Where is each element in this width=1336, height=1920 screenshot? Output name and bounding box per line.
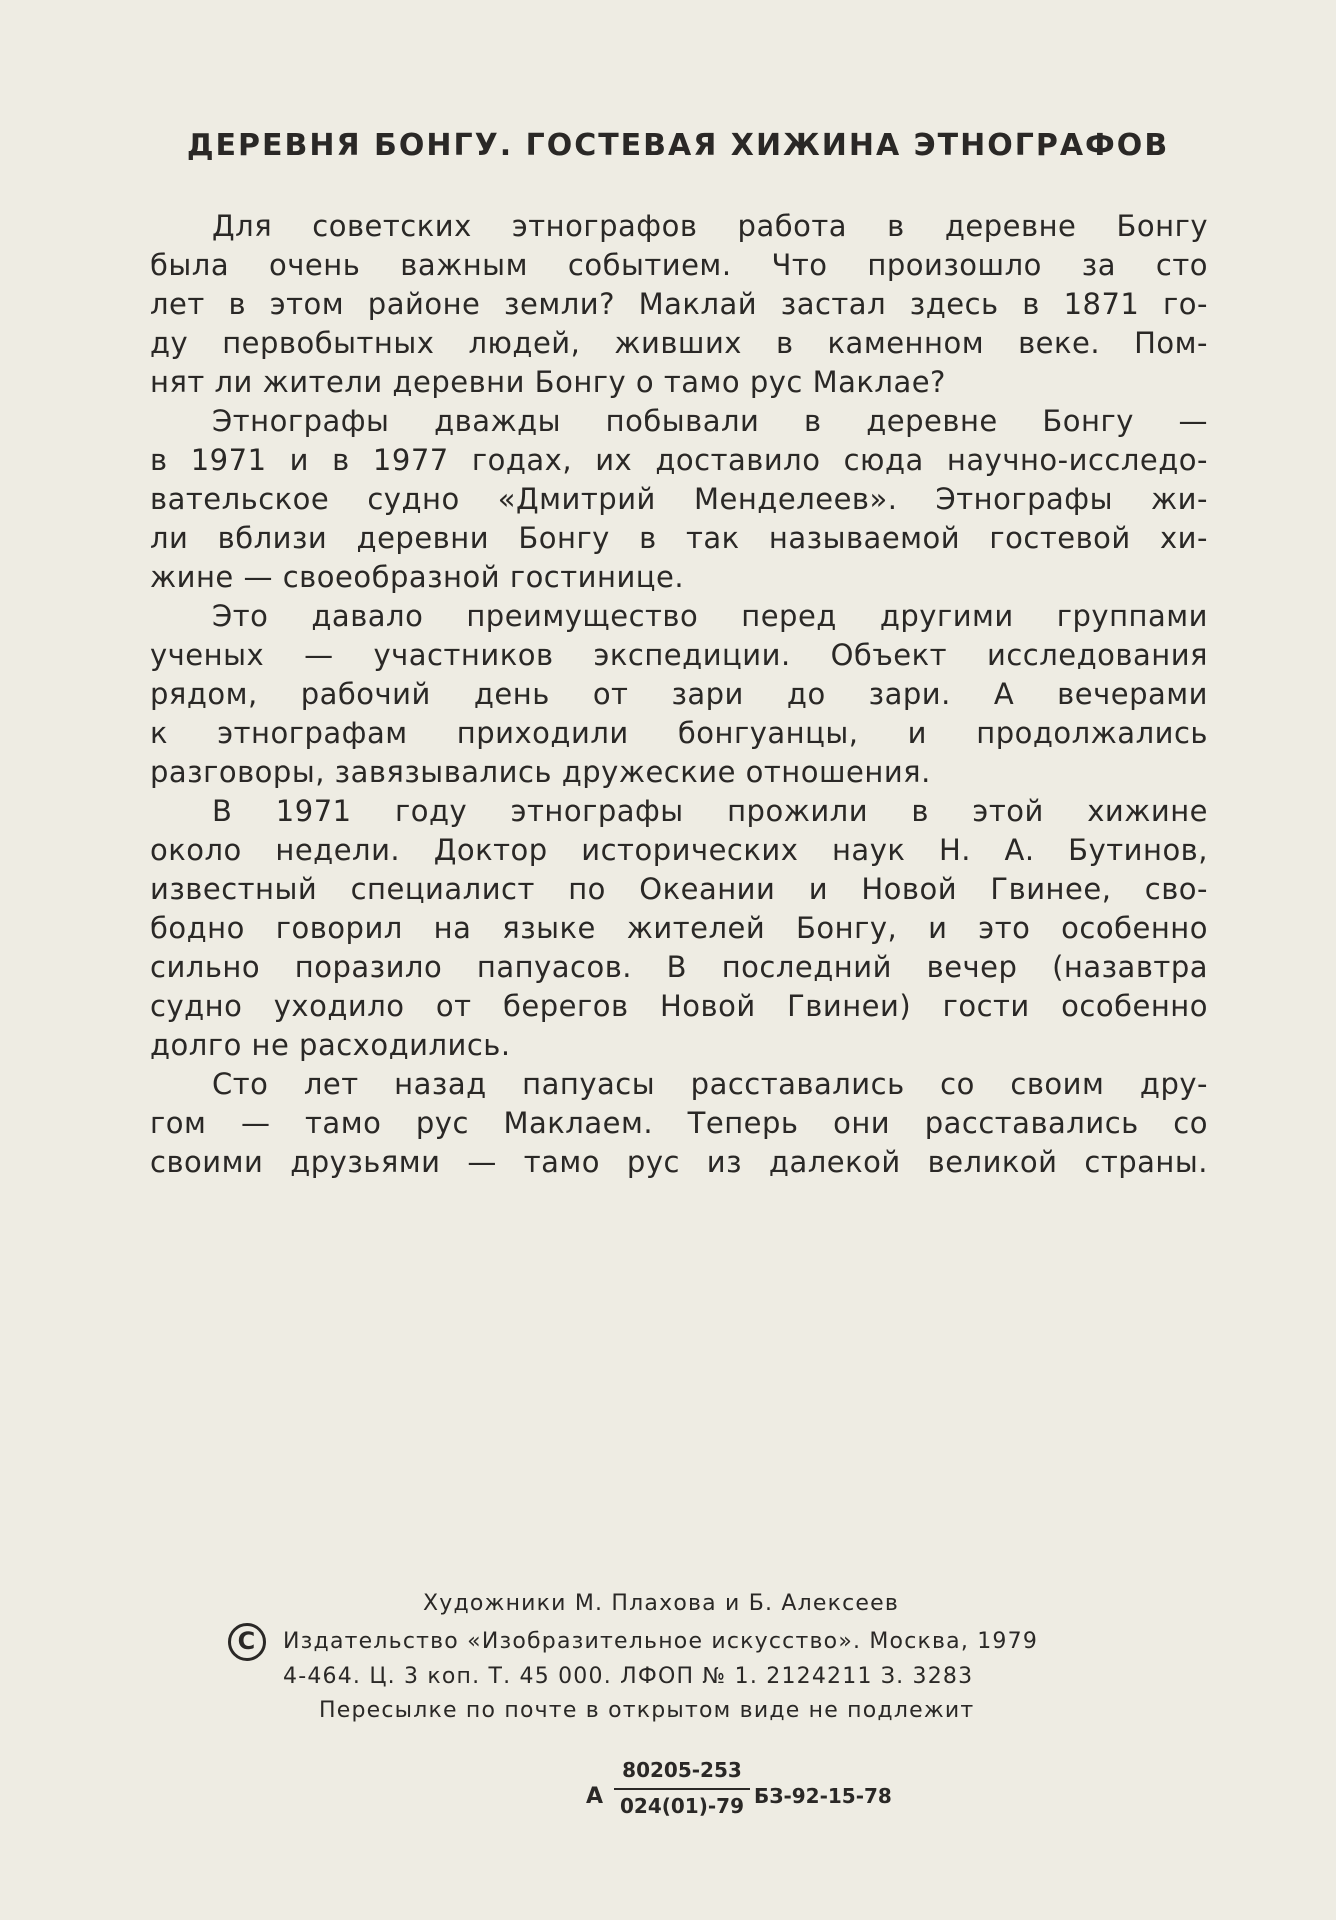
text-line: лет в этом районе земли? Маклай застал здесь в 1871 го- <box>150 287 1208 321</box>
text-line: сильно поразило папуасов. В последний вечер (назавтра <box>150 950 1208 984</box>
text-line: судно уходило от берегов Новой Гвинеи) гости особенно <box>150 989 1208 1023</box>
fraction-bar <box>614 1788 750 1790</box>
text-line: В 1971 году этнографы прожили в этой хижине <box>212 794 1208 828</box>
text-line: гом — тамо рус Маклаем. Теперь они расставались со <box>150 1106 1208 1140</box>
postal-note: Пересылке по почте в открытом виде не подлежит <box>319 1698 975 1723</box>
text-line: была очень важным событием. Что произошло за сто <box>150 248 1208 282</box>
artists-credit: Художники М. Плахова и Б. Алексеев <box>423 1591 900 1616</box>
text-line: Этнографы дважды побывали в деревне Бонгу — <box>212 404 1208 438</box>
text-line: рядом, рабочий день от зари до зари. А вечерами <box>150 677 1208 711</box>
text-line: жине — своеобразной гостинице. <box>150 560 685 594</box>
index-numerator: 80205-253 <box>622 1758 742 1782</box>
text-line: Это давало преимущество перед другими группами <box>212 599 1208 633</box>
article-body <box>150 207 1208 1182</box>
index-fraction <box>614 1758 750 1818</box>
publisher-line: Издательство «Изобразительное искусство». Москва, 1979 <box>283 1629 1039 1654</box>
text-line: долго не расходились. <box>150 1028 511 1062</box>
index-suffix: БЗ-92-15-78 <box>754 1784 892 1808</box>
text-line: Для советских этнографов работа в деревне Бонгу <box>212 209 1208 243</box>
text-line: бодно говорил на языке жителей Бонгу, и это особенно <box>150 911 1208 945</box>
copyright-icon: C <box>228 1623 266 1661</box>
text-line: Сто лет назад папуасы расставались со своим дру- <box>212 1067 1208 1101</box>
text-line: вательское судно «Дмитрий Менделеев». Этнографы жи- <box>150 482 1208 516</box>
text-line: ли вблизи деревни Бонгу в так называемой гостевой хи- <box>150 521 1208 555</box>
print-info-line: 4-464. Ц. 3 коп. Т. 45 000. ЛФОП № 1. 2124211 З. 3283 <box>283 1664 974 1689</box>
index-letter: А <box>586 1784 604 1809</box>
text-line: нят ли жители деревни Бонгу о тамо рус Маклае? <box>150 365 946 399</box>
text-line: в 1971 и в 1977 годах, их доставило сюда научно-исследо- <box>150 443 1208 477</box>
text-line: известный специалист по Океании и Новой Гвинее, сво- <box>150 872 1208 906</box>
text-line: ученых — участников экспедиции. Объект исследования <box>150 638 1208 672</box>
index-denominator: 024(01)-79 <box>620 1794 744 1818</box>
text-line: разговоры, завязывались дружеские отношения. <box>150 755 931 789</box>
text-line: ду первобытных людей, живших в каменном веке. Пом- <box>150 326 1208 360</box>
text-line: около недели. Доктор исторических наук Н. А. Бутинов, <box>150 833 1208 867</box>
text-line: к этнографам приходили бонгуанцы, и продолжались <box>150 716 1208 750</box>
page-title: ДЕРЕВНЯ БОНГУ. ГОСТЕВАЯ ХИЖИНА ЭТНОГРАФОВ <box>186 128 1170 163</box>
text-line: своими друзьями — тамо рус из далекой великой страны. <box>150 1145 1208 1179</box>
